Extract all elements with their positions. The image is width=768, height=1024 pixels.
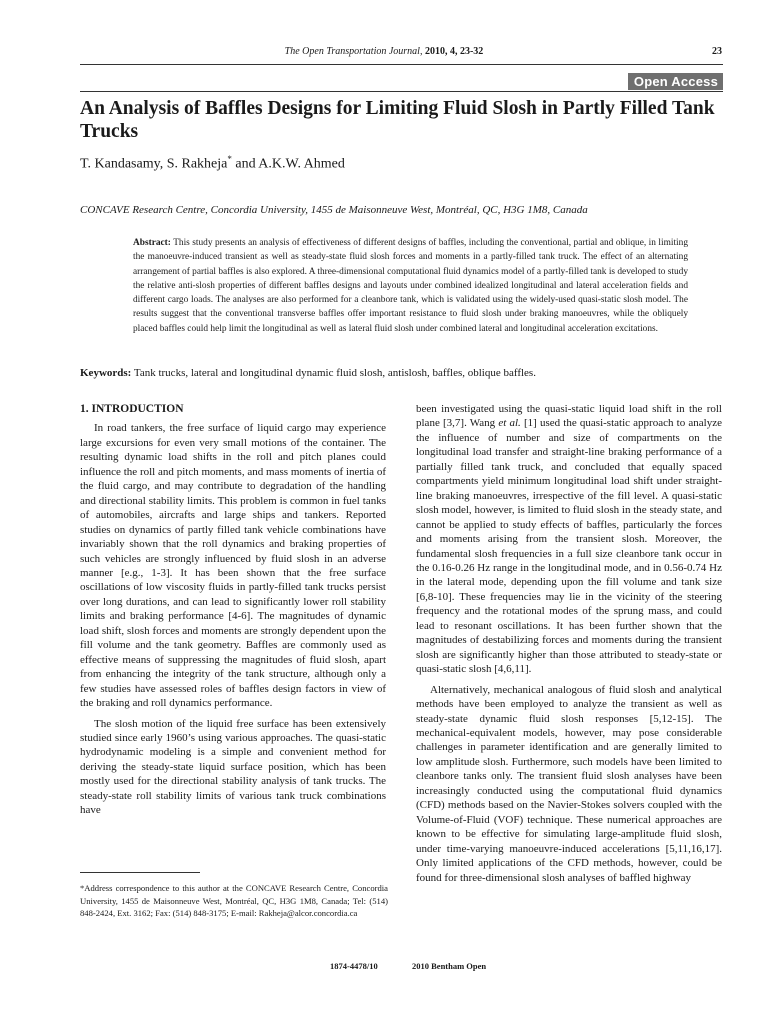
section-heading: 1. INTRODUCTION bbox=[80, 403, 184, 415]
keywords-text: Tank trucks, lateral and longitudinal dynamic fluid slosh, antislosh, baffles, oblique baffles. bbox=[131, 367, 536, 379]
page-number: 23 bbox=[712, 46, 722, 57]
right-column bbox=[416, 402, 722, 885]
intro-paragraph-1: In road tankers, the free surface of liquid cargo may experience large excursions for even very small motions of the container. The resulting dynamic load shifts in the roll and pitch planes could influence the roll and pitch moments, and mass moments of inertia of the fluid cargo, and may contribute to degradation of the handling and directional stability limits. This problem is common in fuel tanks of automobiles, aircrafts and large ships and tankers. Reported studies on dynamics of partly filled tank vehicle combinations have invariably shown that the roll dynamics and braking properties of such vehicles are strongly influenced by fluid slosh in an adverse manner [e.g., 1-3]. It has been shown that the free surface oscillations of low viscosity fluids in partly-filled tank trucks persist over long durations, and can lead to significantly lower roll stability limits and braking performance [4-6]. The magnitudes of dynamic load shift, slosh forces and moments are strongly dependent upon the fill volume and the tank geometry. Baffles are commonly used as effective means of suppressing the magnitudes of fluid slosh, apart from enhancing the integrity of the tank structure, although only a few studies have assessed roles of baffles design factors in view of the braking and roll dynamics performance. bbox=[80, 422, 386, 710]
title-rule bbox=[80, 91, 723, 92]
intro-paragraph-4: Alternatively, mechanical analogous of fluid slosh and analytical methods have been employed to analyze the transient as well as steady-state dynamic fluid slosh responses [5,12-15]. The mechanical-equivalent models, however, may pose considerable challenges in parameter identification and are generally limited to low amplitude slosh. Furthermore, such models have been limited to cleanbore tanks only. The transient fluid slosh analyses have been increasingly conducted using the computational fluid dynamics (CFD) methods based on the Navier-Stokes solvers coupled with the Volume-of-Fluid (VOF) technique. These numerical approaches are known to be effective for simulating large-amplitude fluid slosh, under time-varying manoeuvre-induced accelerations [5,11,16,17]. Only limited applications of the CFD methods, however, could be found for three-dimensional slosh analyses of baffled highway bbox=[416, 683, 722, 884]
authors bbox=[80, 154, 345, 173]
left-column bbox=[80, 402, 386, 818]
authors-part2: and A.K.W. Ahmed bbox=[231, 156, 345, 172]
keywords-label: Keywords: bbox=[80, 367, 132, 379]
journal-year-volume: 2010, 4, 23-32 bbox=[424, 46, 484, 57]
journal-name: The Open Transportation Journal, bbox=[284, 46, 423, 57]
paragraph-3-text-a: been investigated using the quasi-static liquid load shift in the roll plane [3,7]. Wang bbox=[416, 403, 722, 430]
keywords bbox=[80, 367, 720, 379]
issn: 1874-4478/10 bbox=[330, 961, 378, 971]
open-access-badge: Open Access bbox=[628, 73, 723, 90]
journal-citation bbox=[0, 46, 768, 57]
header-rule bbox=[80, 64, 723, 65]
abstract bbox=[133, 236, 688, 336]
intro-paragraph-2: The slosh motion of the liquid free surface has been extensively studied since early 1960’s using various approaches. The quasi-static hydrodynamic modeling is a simple and convenient method for deriving the steady-state liquid surface position, which has been mostly used for the directional stability analysis of tank trucks. The steady-state roll stability limits of various tank truck combinations have bbox=[80, 717, 386, 817]
affiliation: CONCAVE Research Centre, Concordia University, 1455 de Maisonneuve West, Montréal, QC, H3G 1M8, Canada bbox=[80, 204, 588, 216]
abstract-label: Abstract: bbox=[133, 238, 171, 248]
footnote: *Address correspondence to this author at the CONCAVE Research Centre, Concordia University, 1455 de Maisonneuve West, Montréal, QC, H3G 1M8, Canada; Tel: (514) 848-2424, Ext. 3162; Fax: (514) 848-3175; E-mail: Rakheja@alcor.concordia.ca bbox=[80, 883, 388, 918]
intro-paragraph-3 bbox=[416, 402, 722, 677]
et-al: et al. bbox=[498, 417, 521, 430]
abstract-text: This study presents an analysis of effectiveness of different designs of baffles, including the conventional, partial and oblique, in limiting the manoeuvre-induced transient as well as steady-state fluid slosh forces and moments in a partly-filled tank truck. The effect of an alternating arrangement of partial baffles is also explored. A three-dimensional computational fluid dynamics model of a partly-filled tank is developed to study the relative anti-slosh properties of different baffles designs and layouts under combined idealized longitudinal and lateral acceleration fields and different cargo loads. The analyses are also performed for a cleanbore tank, which is validated using the widely-used quasi-static slosh model. The results suggest that the conventional transverse baffles offer important resistance to fluid slosh under braking manoeuvres, while the obliquely placed baffles could help limit the longitudinal as well as lateral fluid slosh under combined lateral and longitudinal acceleration excitations. bbox=[133, 238, 688, 334]
publisher: 2010 Bentham Open bbox=[412, 961, 487, 971]
corresponding-author-mark: * bbox=[227, 154, 232, 164]
paragraph-3-text-b: [1] used the quasi-static approach to analyze the influence of number and size of compartments on the longitudinal load transfer and straight-line braking performance of a partially filled tank truck, and concluded that equally spaced compartments yield minimum longitudinal load shift under straight-line braking manoeuvres, irrespective of the fill level. A quasi-static slosh model, however, is limited to fluid slosh in the steady state, and cannot be applied to study effects of baffles, particularly the forces and moments arising from the transient slosh. Moreover, the fundamental slosh frequencies in a full size cleanbore tank occur in the 0.16-0.26 Hz range in the longitudinal mode, and in 0.56-0.74 Hz in the lateral mode, depending upon the fill volume and tank size [6,8-10]. These frequencies may lie in the vicinity of the steering frequency and the rotational modes of the sprung mass, and could lead to resonant oscillations. It has been further shown that the magnitudes of destabilizing forces and moments during the transient slosh are significantly higher than those attributed to steady-state or quasi-static slosh [4,6,11]. bbox=[416, 417, 722, 676]
footnote-rule bbox=[80, 872, 200, 873]
paper-title: An Analysis of Baffles Designs for Limiting Fluid Slosh in Partly Filled Tank Trucks bbox=[80, 98, 715, 142]
authors-part1: T. Kandasamy, S. Rakheja bbox=[80, 156, 228, 172]
